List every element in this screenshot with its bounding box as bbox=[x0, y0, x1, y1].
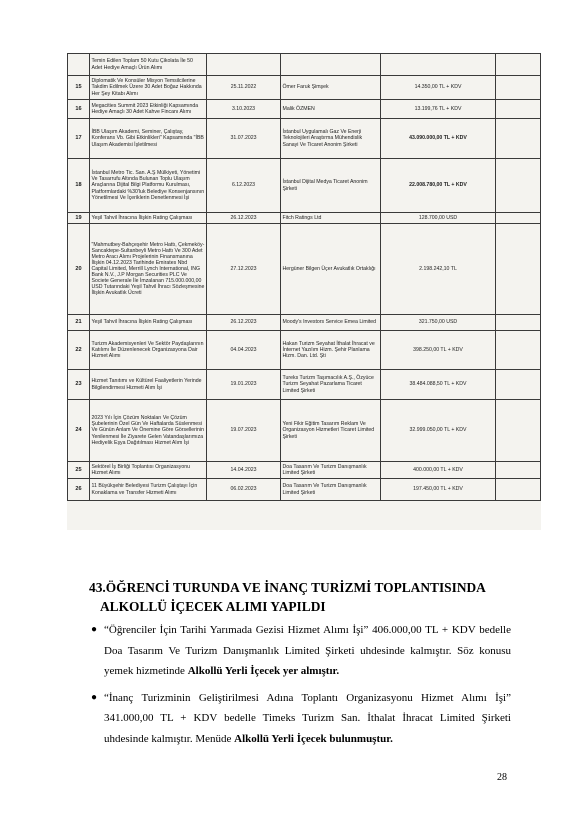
blank-cell bbox=[496, 54, 541, 76]
row-subject: Megacities Summit 2023 Etkinliği Kapsamında Hediye Amaçlı 30 Adet Kahve Fincanı Alımı bbox=[90, 100, 207, 119]
row-company: Doa Tasarım Ve Turizm Danışmanlık Limited Şirketi bbox=[281, 462, 381, 479]
list-item-emphasis: Alkollü Yerli İçecek bulunmuştur. bbox=[234, 732, 393, 745]
row-number: 22 bbox=[68, 331, 90, 370]
row-subject: İstanbul Metro Tic. San. A.Ş Mülkiyeti, Yönetimi Ve Tasarrufu Altında Bulunan Toplu Ulaşım Araçlarına Dijital Bilgi Platformu Kurulması, Platformlardaki %30'luk Belediye Konsenjansının Yönetilmesi Ve İçeriklerin Denetlenmesi İşi bbox=[90, 159, 207, 213]
blank-cell bbox=[496, 119, 541, 159]
blank-cell bbox=[496, 462, 541, 479]
blank-cell bbox=[496, 400, 541, 462]
list-item bbox=[91, 620, 511, 682]
table-row bbox=[68, 159, 541, 213]
row-date: 04.04.2023 bbox=[207, 331, 281, 370]
row-number: 17 bbox=[68, 119, 90, 159]
row-amount: 13.199,76 TL + KDV bbox=[381, 100, 496, 119]
row-amount: 197.450,00 TL + KDV bbox=[381, 479, 496, 501]
table-row bbox=[68, 100, 541, 119]
table-row bbox=[68, 479, 541, 501]
row-subject: 2023 Yılı İçin Çözüm Noktaları Ve Çözüm Şubelerinin Özel Gün Ve Haftalarda Süslenmesi Ve Günün Anlam Ve Önemine Göre Görsellerinin Yenilenmesi İle Ziyarete Gelen Vatandaşlarımıza Hediyelik Eşya Dağıtılması Hizmet Alım İşi bbox=[90, 400, 207, 462]
row-company: Hakan Turizm Seyahat İthalat İhracat ve İnternet Yazılım Hizm. Şehir Planlama Hizm. Dan. Ltd. Şti bbox=[281, 331, 381, 370]
row-date: 26.12.2023 bbox=[207, 315, 281, 331]
table-row bbox=[68, 331, 541, 370]
row-amount: 38.484.088,50 TL + KDV bbox=[381, 370, 496, 400]
row-amount: 400.000,00 TL + KDV bbox=[381, 462, 496, 479]
row-company: Yeni Fikir Eğitim Tasarım Reklam Ve Organizasyon Hizmetleri Ticaret Limited Şirketi bbox=[281, 400, 381, 462]
table-row bbox=[68, 462, 541, 479]
row-subject: Turizm Akademisyenleri Ve Sektör Paydaşlarının Katılımı İle Düzenlenecek Organizasyona Dair Hizmet Alımı bbox=[90, 331, 207, 370]
row-subject: Diplomatik Ve Konsüler Misyon Temsilcilerine Takdim Edilmek Üzere 30 Adet Boğaz Hakkında Her Şey Kitabı Alımı bbox=[90, 76, 207, 100]
row-amount bbox=[381, 54, 496, 76]
row-date: 26.12.2023 bbox=[207, 213, 281, 224]
list-item-text: “Öğrenciler İçin Tarihi Yarımada Gezisi Hizmet Alımı İşi” 406.000,00 TL + KDV bedelle Doa Tasarım Ve Turizm Danışmanlık Limited Şirketi uhdesinde kalmıştır. Söz konusu yemek hizmetinde bbox=[104, 624, 511, 677]
row-subject: Yeşil Tahvil İhracına İlişkin Rating Çalışması bbox=[90, 213, 207, 224]
row-number: 18 bbox=[68, 159, 90, 213]
row-company: Doa Tasarım Ve Turizm Danışmanlık Limited Şirketi bbox=[281, 479, 381, 501]
row-amount: 128.700,00 USD bbox=[381, 213, 496, 224]
row-amount: 22.008.780,00 TL + KDV bbox=[381, 159, 496, 213]
row-company: İstanbul Uygulamalı Gaz Ve Enerji Teknolojileri Araştırma Mühendislik Sanayi Ve Ticaret Anonim Şirketi bbox=[281, 119, 381, 159]
blank-cell bbox=[496, 315, 541, 331]
row-number bbox=[68, 54, 90, 76]
row-subject: Sektörel İş Birliği Toplantısı Organizasyonu Hizmet Alımı bbox=[90, 462, 207, 479]
row-subject: "Mahmutbey-Bahçeşehir Metro Hattı, Çekmeköy-Sancaktepe-Sultanbeyli Metro Hattı Ve 300 Adet Metro Aracı Alımı Projelerinin Finansmanına İlişkin 04.12.2023 Tarihinde Emirates Nbd Capital Limited, Merrill Lynch International, ING Bank N.V., J.P Morgan Securities PLC Ve Societe Generale İle İmzalanan 715.000.000,00 USD Tutarındaki Yeşil Tahvil İhracı Sözleşmesine İlişkin Avukatlık Ücreti bbox=[90, 224, 207, 315]
row-number: 15 bbox=[68, 76, 90, 100]
blank-cell bbox=[496, 213, 541, 224]
row-number: 23 bbox=[68, 370, 90, 400]
row-subject: Hizmet Tanıtımı ve Kültürel Faaliyetlerin Yerinde Bilgilendirmesi Hizmeti Alım İşi bbox=[90, 370, 207, 400]
blank-cell bbox=[496, 224, 541, 315]
bullet-icon: ● bbox=[91, 624, 98, 635]
row-number: 20 bbox=[68, 224, 90, 315]
row-subject: İBB Ulaşım Akademi, Seminer, Çalıştay, Konferans Vb. Gibi Etkinlikleri" Kapsamında "İBB Ulaşım Akademisi İşletilmesi bbox=[90, 119, 207, 159]
row-amount: 32.999.050,00 TL + KDV bbox=[381, 400, 496, 462]
row-company: Tureks Turizm Taşımacılık A.Ş., Özyüce Turizm Seyahat Pazarlama Ticaret Limited Şirketi bbox=[281, 370, 381, 400]
row-date: 3.10.2023 bbox=[207, 100, 281, 119]
row-date: 6.12.2023 bbox=[207, 159, 281, 213]
row-company: Fitch Ratings Ltd bbox=[281, 213, 381, 224]
scanned-table-image bbox=[67, 53, 541, 530]
row-amount: 43.090.000,00 TL + KDV bbox=[381, 119, 496, 159]
row-number: 26 bbox=[68, 479, 90, 501]
table-row bbox=[68, 315, 541, 331]
section-heading-line1: 43.ÖĞRENCİ TURUNDA VE İNANÇ TURİZMİ TOPLANTISINDA bbox=[89, 580, 486, 595]
table-row bbox=[68, 54, 541, 76]
row-amount: 2.198.242,10 TL bbox=[381, 224, 496, 315]
blank-cell bbox=[496, 331, 541, 370]
blank-cell bbox=[496, 479, 541, 501]
row-company bbox=[281, 54, 381, 76]
list-item bbox=[91, 688, 511, 750]
row-date: 19.01.2023 bbox=[207, 370, 281, 400]
row-company: İstanbul Dijital Medya Ticaret Anonim Şirketi bbox=[281, 159, 381, 213]
row-number: 25 bbox=[68, 462, 90, 479]
blank-cell bbox=[496, 159, 541, 213]
row-number: 21 bbox=[68, 315, 90, 331]
row-date: 19.07.2023 bbox=[207, 400, 281, 462]
row-date: 27.12.2023 bbox=[207, 224, 281, 315]
row-date: 31.07.2023 bbox=[207, 119, 281, 159]
row-date: 25.11.2022 bbox=[207, 76, 281, 100]
row-company: Malik ÖZMEN bbox=[281, 100, 381, 119]
bullet-icon: ● bbox=[91, 691, 98, 703]
row-subject: Temin Edilen Toplam 50 Kutu Çikolata İle 50 Adet Hediye Amaçlı Ürün Alımı bbox=[90, 54, 207, 76]
section-heading-line2: ALKOLLÜ İÇECEK ALIMI YAPILDI bbox=[100, 598, 326, 614]
row-company: Ömer Faruk Şimşek bbox=[281, 76, 381, 100]
table-row bbox=[68, 213, 541, 224]
row-amount: 14.350,00 TL + KDV bbox=[381, 76, 496, 100]
row-subject: 11 Büyükşehir Belediyesi Turizm Çalıştayı İçin Konaklama ve Transfer Hizmeti Alımı bbox=[90, 479, 207, 501]
row-date bbox=[207, 54, 281, 76]
row-date: 14.04.2023 bbox=[207, 462, 281, 479]
row-subject: Yeşil Tahvil İhracına İlişkin Rating Çalışması bbox=[90, 315, 207, 331]
table-row bbox=[68, 224, 541, 315]
table-row bbox=[68, 119, 541, 159]
table-row bbox=[68, 76, 541, 100]
row-number: 16 bbox=[68, 100, 90, 119]
findings-list bbox=[91, 620, 511, 755]
row-amount: 321.750,00 USD bbox=[381, 315, 496, 331]
list-item-text: “İnanç Turizminin Geliştirilmesi Adına Toplantı Organizasyonu Hizmet Alımı İşi” 341.000,00 TL + KDV bedelle Timeks Turizm San. İthalat İhracat Limited Şirketi uhdesinde kalmıştır. Menüde bbox=[104, 691, 511, 745]
row-number: 24 bbox=[68, 400, 90, 462]
page-number: 28 bbox=[497, 772, 507, 783]
row-company: Hergüner Bilgen Üçer Avukatlık Ortaklığı bbox=[281, 224, 381, 315]
row-date: 06.02.2023 bbox=[207, 479, 281, 501]
blank-cell bbox=[496, 100, 541, 119]
row-company: Moody's Investors Service Emea Limited bbox=[281, 315, 381, 331]
contracts-table bbox=[67, 53, 541, 501]
row-number: 19 bbox=[68, 213, 90, 224]
blank-cell bbox=[496, 370, 541, 400]
table-row bbox=[68, 370, 541, 400]
list-item-emphasis: Alkollü Yerli İçecek yer almıştır. bbox=[187, 665, 340, 677]
section-heading bbox=[89, 579, 529, 616]
blank-cell bbox=[496, 76, 541, 100]
table-row bbox=[68, 400, 541, 462]
row-amount: 398.250,00 TL + KDV bbox=[381, 331, 496, 370]
